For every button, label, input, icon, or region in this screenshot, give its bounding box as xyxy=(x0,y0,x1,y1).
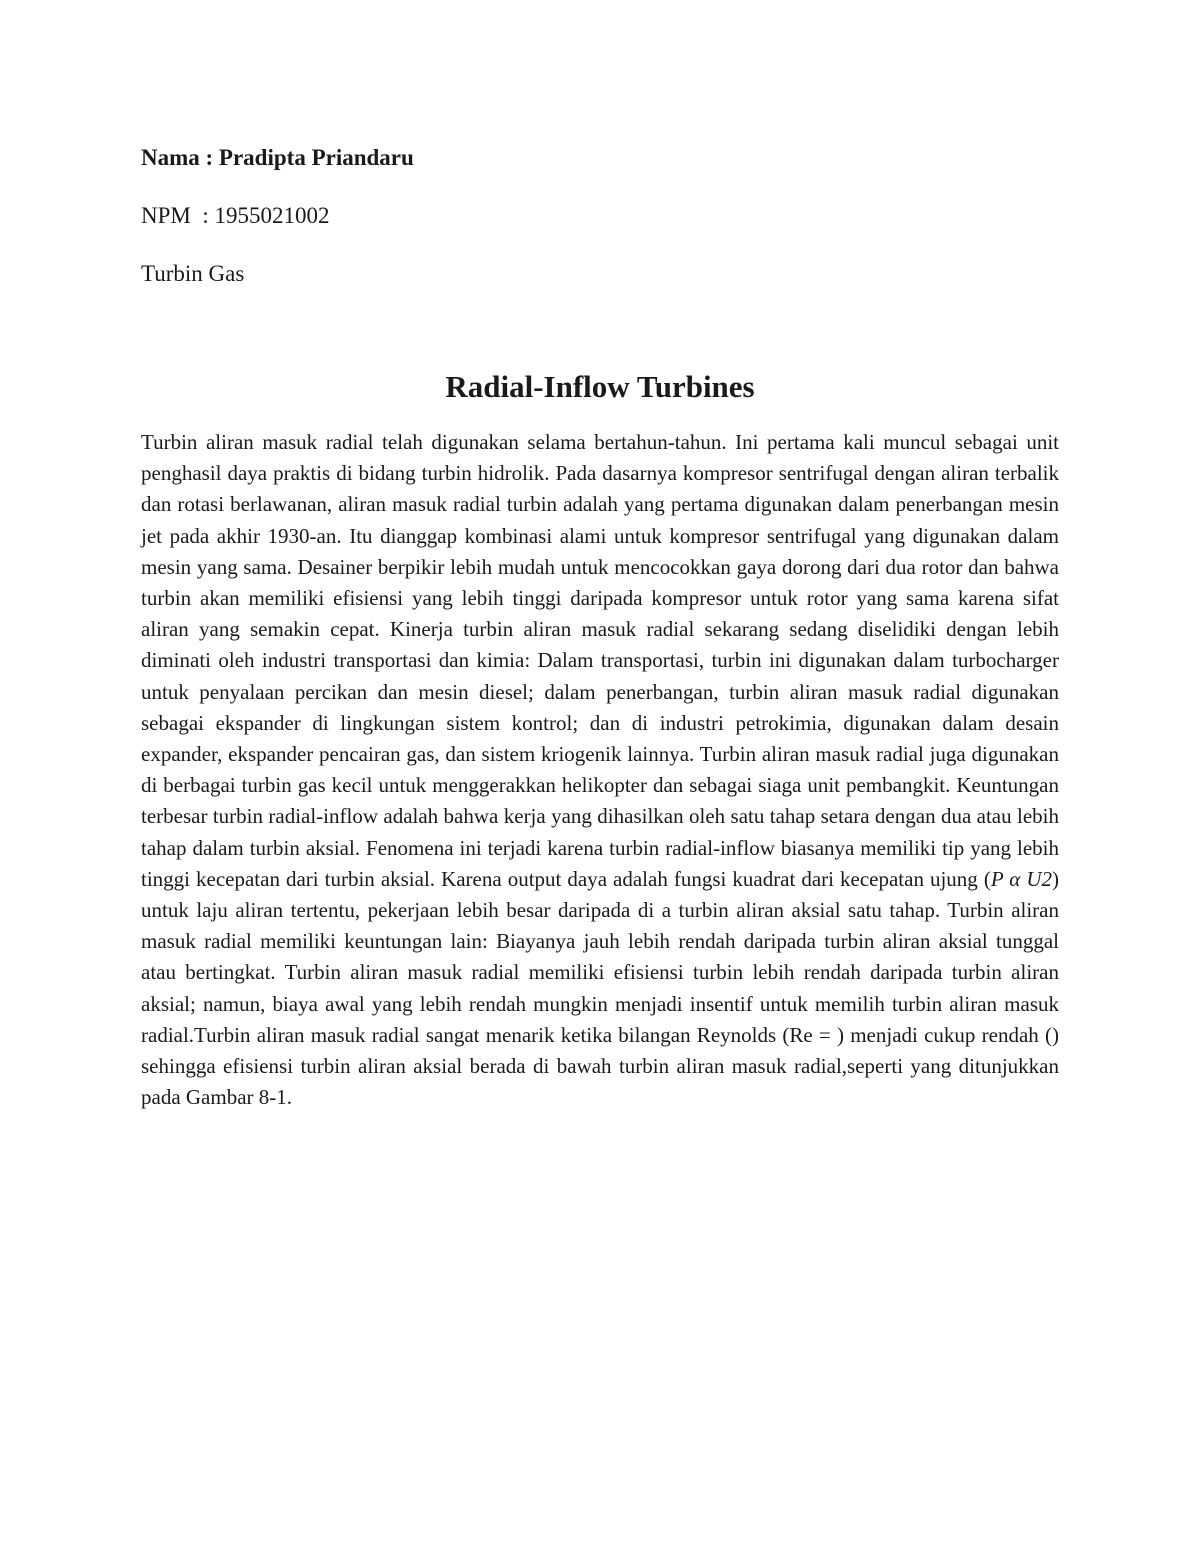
body-paragraph xyxy=(141,427,1059,1113)
student-npm: NPM : 1955021002 xyxy=(141,203,330,228)
body-text-part1: Turbin aliran masuk radial telah digunakan selama bertahun-tahun. Ini pertama kali muncul sebagai unit penghasil daya praktis di bidang turbin hidrolik. Pada dasarnya kompresor sentrifugal dengan aliran terbalik dan rotasi berlawanan, aliran masuk radial turbin adalah yang pertama digunakan dalam penerbangan mesin jet pada akhir 1930-an. Itu dianggap kombinasi alami untuk kompresor sentrifugal yang digunakan dalam mesin yang sama. Desainer berpikir lebih mudah untuk mencocokkan gaya dorong dari dua rotor dan bahwa turbin akan memiliki efisiensi yang lebih tinggi daripada kompresor untuk rotor yang sama karena sifat aliran yang semakin cepat. Kinerja turbin aliran masuk radial sekarang sedang diselidiki dengan lebih diminati oleh industri transportasi dan kimia: Dalam transportasi, turbin ini digunakan dalam turbocharger untuk penyalaan percikan dan mesin diesel; dalam penerbangan, turbin aliran masuk radial digunakan sebagai ekspander di lingkungan sistem kontrol; dan di industri petrokimia, digunakan dalam desain expander, ekspander pencairan gas, dan sistem kriogenik lainnya. Turbin aliran masuk radial juga digunakan di berbagai turbin gas kecil untuk menggerakkan helikopter dan sebagai siaga unit pembangkit. Keuntungan terbesar turbin radial-inflow adalah bahwa kerja yang dihasilkan oleh satu tahap setara dengan dua atau lebih tahap dalam turbin aksial. Fenomena ini terjadi karena turbin radial-inflow biasanya memiliki tip yang lebih tinggi kecepatan dari turbin aksial. Karena output daya adalah fungsi kuadrat dari kecepatan ujung ( xyxy=(141,430,1059,891)
student-info xyxy=(141,142,1041,316)
course-name: Turbin Gas xyxy=(141,261,245,286)
body-text-part2: ) untuk laju aliran tertentu, pekerjaan lebih besar daripada di a turbin aliran aksial satu tahap. Turbin aliran masuk radial memiliki keuntungan lain: Biayanya jauh lebih rendah daripada turbin aliran aksial tunggal atau bertingkat. Turbin aliran masuk radial memiliki efisiensi turbin lebih rendah daripada turbin aliran aksial; namun, biaya awal yang lebih rendah mungkin menjadi insentif untuk memilih turbin aliran masuk radial.Turbin aliran masuk radial sangat menarik ketika bilangan Reynolds (Re = ) menjadi cukup rendah () sehingga efisiensi turbin aliran aksial berada di bawah turbin aliran masuk radial,seperti yang ditunjukkan pada Gambar 8-1. xyxy=(141,866,1059,1110)
document-title: Radial-Inflow Turbines xyxy=(445,369,755,404)
student-name: Nama : Pradipta Priandaru xyxy=(141,145,414,170)
power-formula: P α U2 xyxy=(990,866,1052,891)
